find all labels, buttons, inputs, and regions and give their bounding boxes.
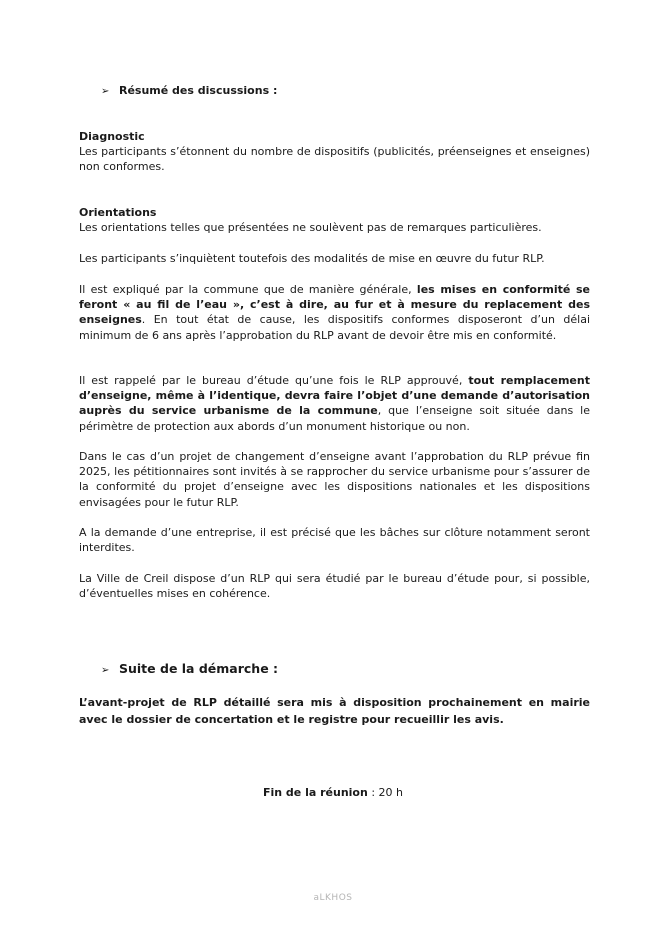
orientations-paragraph-1: Les orientations telles que présentées ne soulèvent pas de remarques particulières. xyxy=(79,221,542,235)
footer-brand: aLKHOS xyxy=(313,893,353,903)
p3-part-b-bold: les mises en conformité se feront « au fil de l’eau », c’est à dire, au fur et à mesure du replacement des enseignes xyxy=(79,283,590,327)
orientations-block xyxy=(79,205,590,235)
p4-part-c: , que l’enseigne soit située dans le périmètre de protection aux abords d’un monument historique ou non. xyxy=(79,404,591,433)
p3-part-a: Il est expliqué par la commune que de manière générale, xyxy=(79,283,417,296)
orientations-paragraph-5-block xyxy=(79,449,590,510)
orientations-paragraph-3-block xyxy=(79,282,590,343)
end-of-meeting-label: Fin de la réunion xyxy=(262,786,368,799)
section-title: Résumé des discussions : xyxy=(119,84,278,97)
orientations-paragraph-3 xyxy=(79,282,590,343)
diagnostic-block xyxy=(79,129,590,175)
section-title: Suite de la démarche : xyxy=(119,661,279,676)
orientations-paragraph-6-block xyxy=(79,525,590,555)
orientations-paragraph-6: A la demande d’une entreprise, il est précisé que les bâches sur clôture notamment seront interdites. xyxy=(79,526,590,555)
section-heading-resume xyxy=(101,84,277,97)
orientations-paragraph-2: Les participants s’inquiètent toutefois des modalités de mise en œuvre du futur RLP. xyxy=(79,252,545,265)
orientations-paragraph-4-block xyxy=(79,373,590,434)
orientations-label: Orientations xyxy=(79,206,157,219)
orientations-paragraph-7: La Ville de Creil dispose d’un RLP qui sera étudié par le bureau d’étude pour, si possible, d’éventuelles mises en cohérence. xyxy=(79,572,590,601)
suite-text: L’avant-projet de RLP détaillé sera mis à disposition prochainement en mairie avec le dossier de concertation et le registre pour recueillir les avis. xyxy=(79,696,590,726)
p3-part-c: . En tout état de cause, les dispositifs conformes disposeront d’un délai minimum de 6 ans après l’approbation du RLP avant de devoir être mis en conformité. xyxy=(79,313,590,342)
arrow-bullet-icon: ➢ xyxy=(101,665,110,676)
p4-part-b-bold: tout remplacement d’enseigne, même à l’identique, devra faire l’objet d’une demande d’autorisation auprès du service urbanisme de la commune xyxy=(79,374,590,418)
diagnostic-text: Les participants s’étonnent du nombre de dispositifs (publicités, préenseignes et enseignes) non conformes. xyxy=(79,145,590,174)
arrow-bullet-icon: ➢ xyxy=(101,86,110,97)
orientations-paragraph-2-block xyxy=(79,251,590,266)
orientations-paragraph-5: Dans le cas d’un projet de changement d’enseigne avant l’approbation du RLP prévue fin 2025, les pétitionnaires sont invités à se rapprocher du service urbanisme pour s’assurer de la conformité du projet d’enseigne avec les dispositions nationales et les dispositions envisagées pour le futur RLP. xyxy=(79,450,590,509)
p4-part-a: Il est rappelé par le bureau d’étude qu’une fois le RLP approuvé, xyxy=(79,374,469,387)
diagnostic-label: Diagnostic xyxy=(79,130,145,143)
orientations-paragraph-4 xyxy=(79,373,590,434)
end-of-meeting-line xyxy=(0,786,666,799)
section-heading-suite xyxy=(101,661,278,676)
end-of-meeting-time: : 20 h xyxy=(367,786,403,799)
orientations-paragraph-7-block xyxy=(79,571,590,601)
suite-text-block xyxy=(79,694,590,728)
